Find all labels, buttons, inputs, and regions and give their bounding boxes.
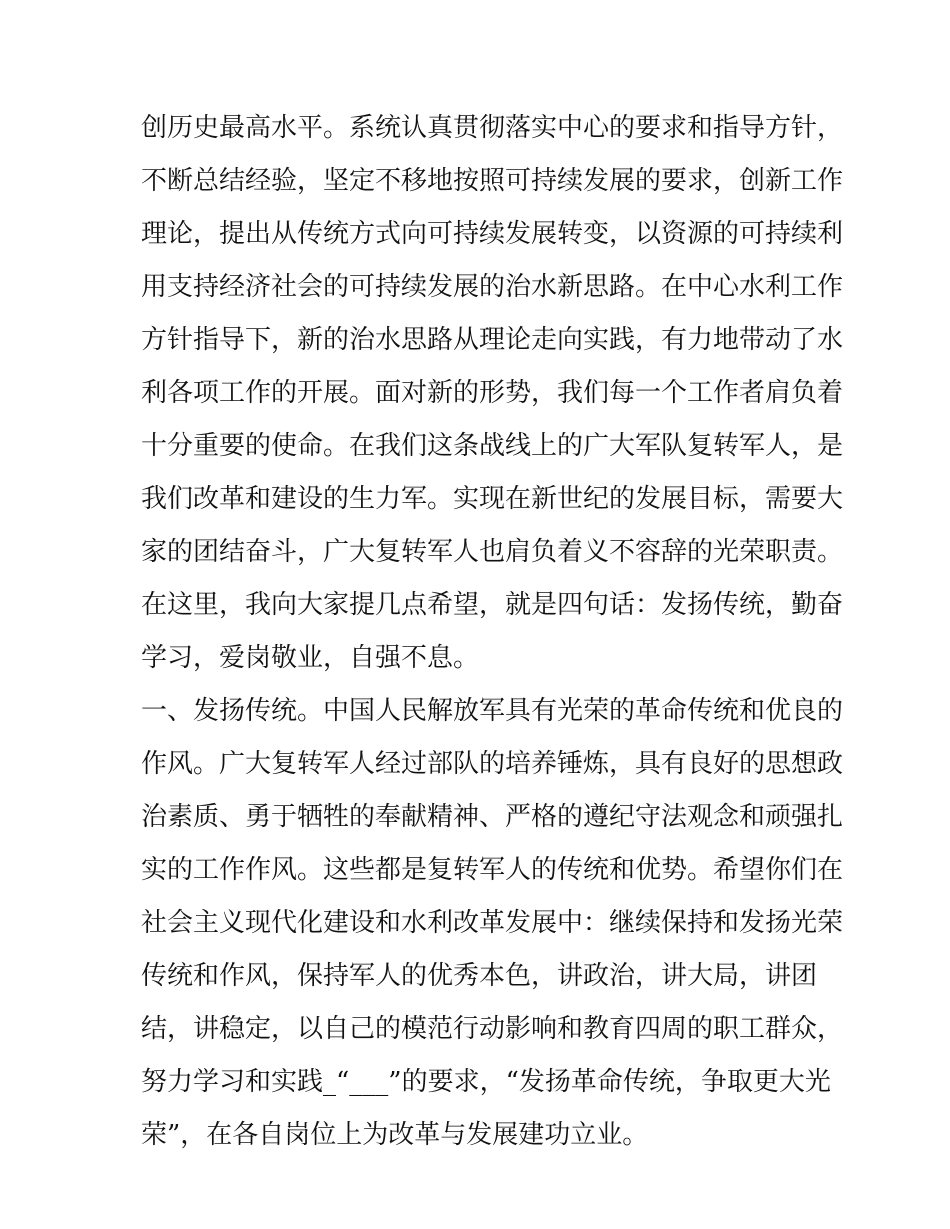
text-line: 学习，爱岗敬业，自强不息。	[141, 643, 480, 673]
text-line: 理论，提出从传统方式向可持续发展转变，以资源的可持续利	[141, 219, 844, 249]
text-line: 结，讲稳定，以自己的模范行动影响和教育四周的职工群众，	[141, 1014, 844, 1044]
text-line: 用支持经济社会的可持续发展的治水新思路。在中心水利工作	[141, 272, 844, 302]
text-line: 在这里，我向大家提几点希望，就是四句话：发扬传统，勤奋	[141, 590, 844, 620]
text-line: 不断总结经验，坚定不移地按照可持续发展的要求，创新工作	[141, 166, 844, 196]
text-line: 实的工作作风。这些都是复转军人的传统和优势。希望你们在	[141, 855, 844, 885]
text-line: 利各项工作的开展。面对新的形势，我们每一个工作者肩负着	[141, 378, 844, 408]
text-line: 荣”，在各自岗位上为改革与发展建功立业。	[141, 1120, 649, 1150]
text-line: 传统和作风，保持军人的优秀本色，讲政治，讲大局，讲团	[141, 961, 818, 991]
text-line: 家的团结奋斗，广大复转军人也肩负着义不容辞的光荣职责。	[141, 537, 844, 567]
text-line: 我们改革和建设的生力军。实现在新世纪的发展目标，需要大	[141, 484, 844, 514]
section-heading-line: 一、发扬传统。中国人民解放军具有光荣的革命传统和优良的	[141, 696, 844, 726]
text-line: 十分重要的使命。在我们这条战线上的广大军队复转军人，是	[141, 431, 844, 461]
text-line: 方针指导下，新的治水思路从理论走向实践，有力地带动了水	[141, 325, 844, 355]
text-line: 社会主义现代化建设和水利改革发展中：继续保持和发扬光荣	[141, 908, 844, 938]
text-line: 作风。广大复转军人经过部队的培养锤炼，具有良好的思想政	[141, 749, 844, 779]
text-line: 创历史最高水平。系统认真贯彻落实中心的要求和指导方针，	[141, 113, 844, 143]
text-line: 努力学习和实践_“___”的要求，“发扬革命传统，争取更大光	[141, 1067, 831, 1097]
text-line: 治素质、勇于牺牲的奉献精神、严格的遵纪守法观念和顽强扎	[141, 802, 844, 832]
